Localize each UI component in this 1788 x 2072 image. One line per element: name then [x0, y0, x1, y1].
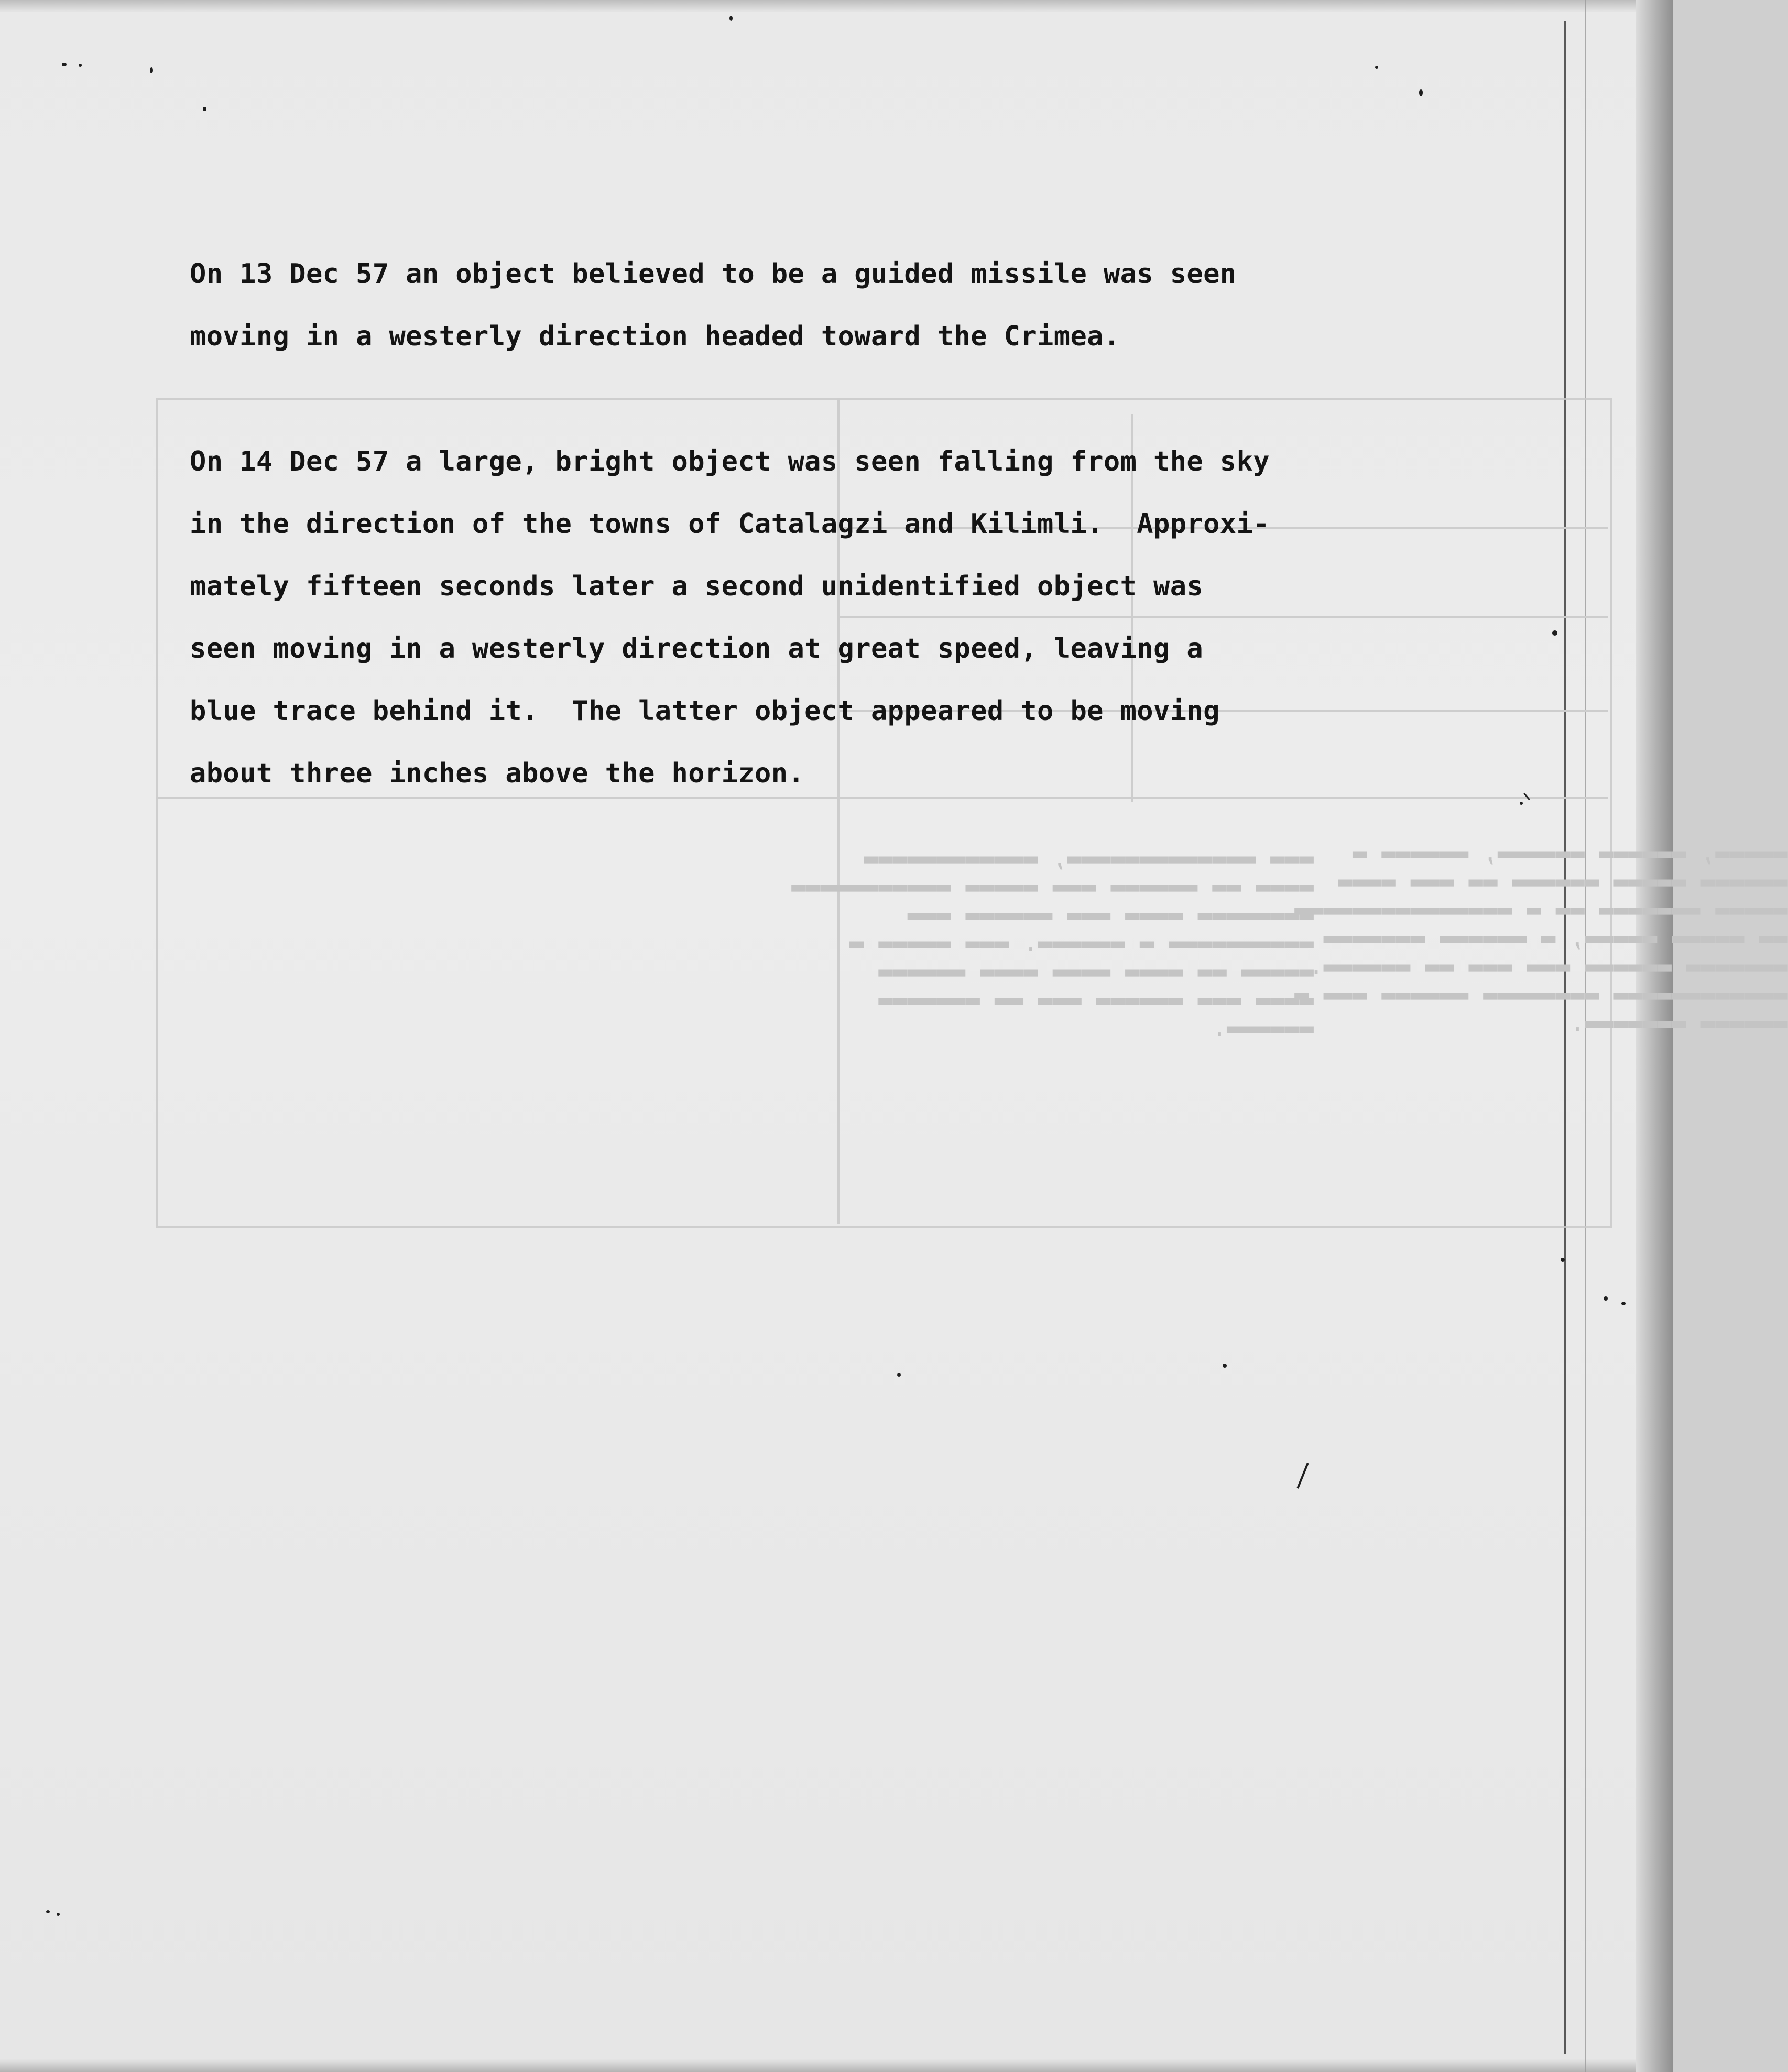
scan-speck [729, 16, 733, 21]
scan-speck [1419, 89, 1423, 96]
scan-speck [57, 1913, 60, 1916]
scan-speck [1520, 802, 1523, 805]
scan-speck [1375, 66, 1378, 69]
scan-edge-top [0, 0, 1673, 12]
scan-speck [1223, 1364, 1227, 1368]
scan-speck [46, 1910, 50, 1913]
scan-speck [150, 67, 153, 73]
scan-speck [897, 1373, 901, 1377]
text-line: about three inches above the horizon. [190, 758, 805, 789]
scan-speck [62, 63, 67, 66]
text-line: On 14 Dec 57 a large, bright object was seen falling from the sky [190, 446, 1270, 477]
scan-speck [203, 107, 206, 111]
scan-speck [1552, 630, 1557, 636]
scan-edge-bottom [0, 2059, 1673, 2072]
paragraph-dec-14 [190, 431, 1447, 805]
scan-speck [1561, 1258, 1565, 1262]
text-line: moving in a westerly direction headed toward the Crimea. [190, 321, 1120, 352]
scan-speck [1604, 1296, 1608, 1301]
stray-pen-mark [1296, 1463, 1309, 1489]
text-line: On 13 Dec 57 an object believed to be a guided missile was seen [190, 258, 1237, 290]
text-line: seen moving in a westerly direction at great speed, leaving a [190, 633, 1204, 664]
text-line: in the direction of the towns of Catalagzi and Kilimli. Approxi- [190, 508, 1270, 540]
text-line: mately fifteen seconds later a second unidentified object was [190, 571, 1204, 602]
bleed-through-text: ▬▬▬ ▬▬▬▬▬▬▬▬▬▬▬▬▬, ▬▬▬▬▬▬▬▬▬▬▬▬ ▬▬▬▬ ▬▬ ▬▬▬▬▬▬ ▬▬▬ ▬▬▬▬▬ ▬▬▬▬▬▬▬▬▬▬▬ ▬▬▬▬▬▬▬▬ ▬▬▬▬ ▬▬▬ ▬▬▬▬▬▬ ▬▬▬ ▬▬▬▬▬▬▬▬▬▬ ▬ ▬▬▬▬▬▬. ▬▬▬ ▬▬▬▬▬ ▬ ▬▬▬▬▬ ▬▬ ▬▬▬▬ ▬▬▬▬ ▬▬▬▬ ▬▬▬▬▬▬ ▬▬▬▬ ▬▬▬ ▬▬▬▬▬▬ ▬▬▬ ▬▬ ▬▬▬▬▬▬▬ ▬▬▬▬▬▬. [791, 844, 1314, 1042]
scan-speck [1621, 1302, 1626, 1305]
bleed-through-text: ▬▬▬▬▬, ▬▬▬▬▬▬ ▬▬▬▬▬▬, ▬▬▬▬▬▬ ▬ ▬▬▬▬▬▬ ▬▬▬▬▬ ▬▬▬▬▬▬ ▬▬ ▬▬▬ ▬▬▬▬ ▬▬▬▬▬ ▬▬▬▬▬▬▬ ▬▬ ▬ ▬▬▬▬▬▬▬▬▬▬▬▬▬▬▬ ▬▬ ▬▬▬▬▬ ▬▬▬▬▬, ▬ ▬▬▬▬▬▬ ▬▬▬▬▬▬▬ ▬▬▬▬▬▬▬ ▬▬▬▬▬▬ ▬▬▬ ▬▬▬ ▬▬ ▬▬▬▬▬▬. ▬▬▬▬▬▬▬▬▬▬▬▬ ▬▬▬▬▬▬▬▬ ▬▬▬▬▬▬ ▬▬▬ ▬ ▬▬▬▬▬▬ ▬▬▬▬▬▬▬. [1294, 838, 1788, 1037]
paragraph-dec-13 [190, 243, 1447, 368]
scan-speck [79, 64, 82, 67]
text-line: blue trace behind it. The latter object appeared to be moving [190, 695, 1220, 727]
